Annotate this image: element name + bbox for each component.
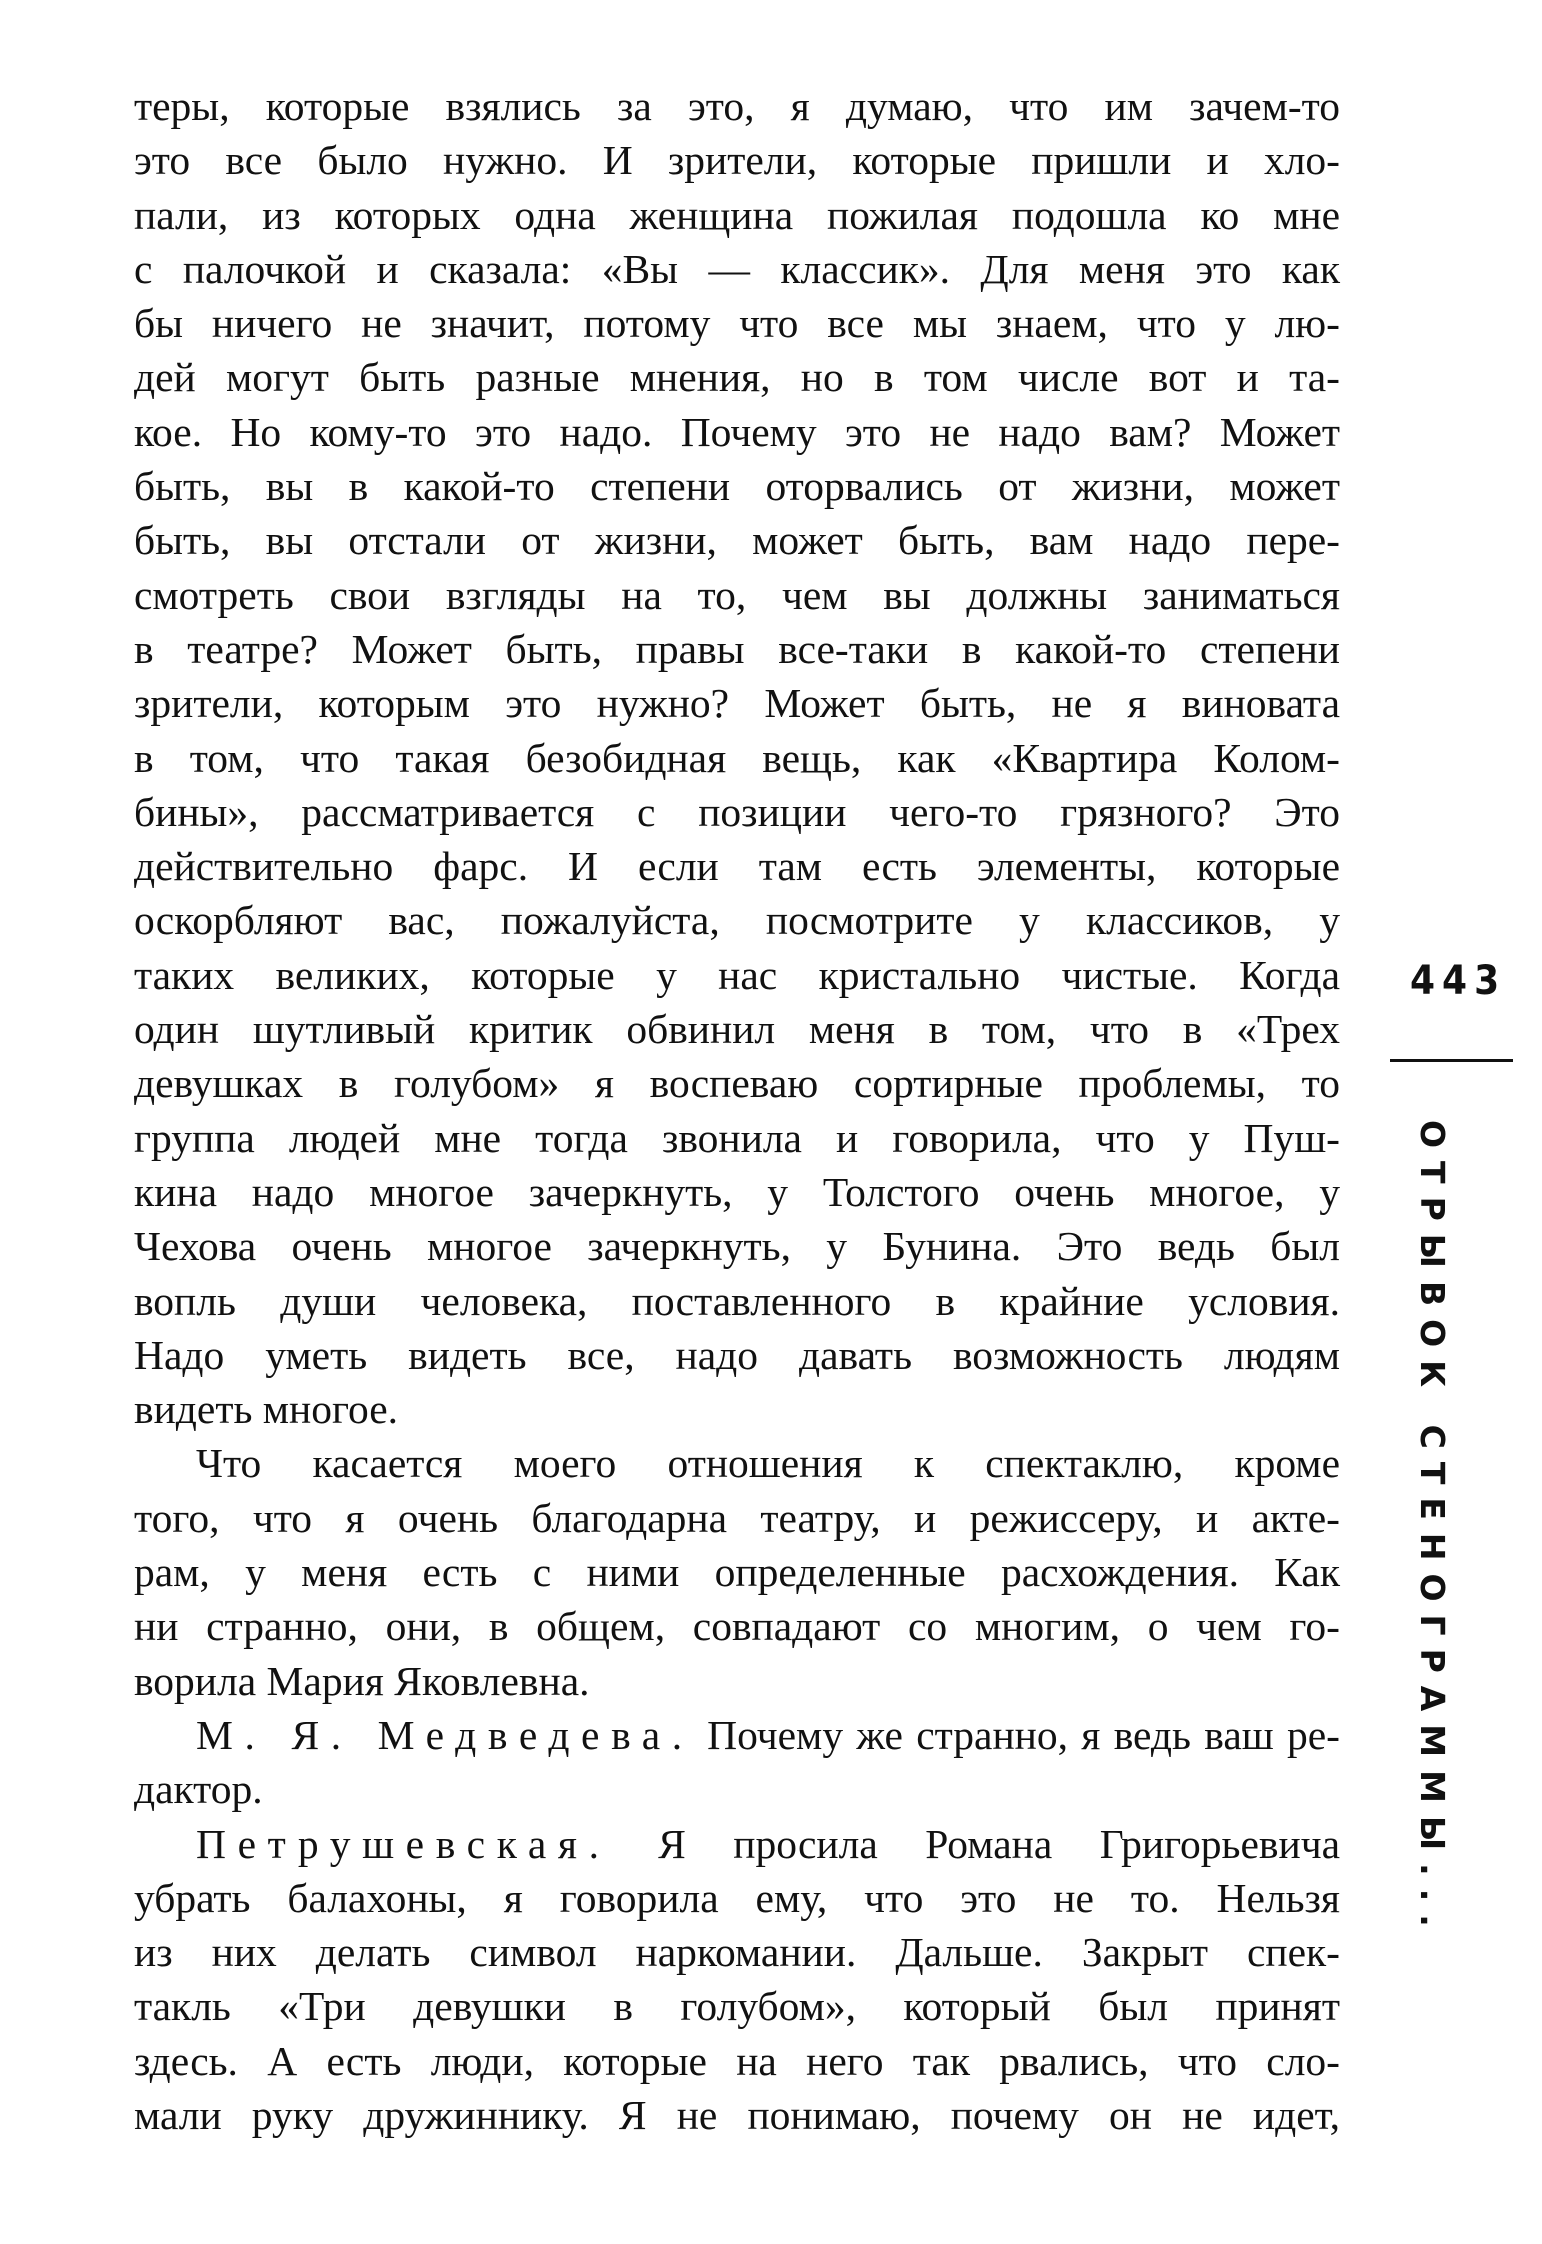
speaker-name: Петрушевская.: [196, 1820, 611, 1867]
text-line: смотреть свои взгляды на то, чем вы должны заниматься: [134, 571, 1340, 618]
text-line: в том, что такая безобидная вещь, как «Квартира Колом-: [134, 734, 1340, 781]
paragraph-continued: [134, 79, 1340, 1436]
text-line: таких великих, которые у нас кристально чистые. Когда: [134, 951, 1340, 998]
page-number: 443: [1410, 958, 1507, 1004]
text-line: быть, вы отстали от жизни, может быть, вам надо пере-: [134, 517, 1340, 564]
text-line: группа людей мне тогда звонила и говорила, что у Пуш-: [134, 1114, 1340, 1161]
text-line: Надо уметь видеть все, надо давать возможность людям: [134, 1331, 1340, 1378]
text-line: дей могут быть разные мнения, но в том числе вот и та-: [134, 354, 1340, 401]
text-line: из них делать символ наркомании. Дальше. Закрыт спек-: [134, 1929, 1340, 1976]
text-line: кое. Но кому-то это надо. Почему это не надо вам? Может: [134, 408, 1340, 455]
text-line: ворила Мария Яковлевна.: [134, 1657, 590, 1704]
text-line: [134, 1708, 1340, 1762]
speaker-name: М. Я. Медведева.: [196, 1711, 694, 1758]
text-line: девушках в голубом» я воспеваю сортирные проблемы, то: [134, 1060, 1340, 1107]
text-line: дактор.: [134, 1766, 263, 1813]
text-line: пали, из которых одна женщина пожилая подошла ко мне: [134, 191, 1340, 238]
text-line: Что касается моего отношения к спектаклю, кроме: [196, 1440, 1340, 1487]
text-line: видеть многое.: [134, 1386, 399, 1433]
text-line: рам, у меня есть с ними определенные расхождения. Как: [134, 1549, 1340, 1596]
text-line: один шутливый критик обвинил меня в том, что в «Трех: [134, 1006, 1340, 1053]
text-line: в театре? Может быть, правы все-таки в какой-то степени: [134, 625, 1340, 672]
text-line: теры, которые взялись за это, я думаю, что им зачем-то: [134, 83, 1340, 129]
text-line: ни странно, они, в общем, совпадают со многим, о чем го-: [134, 1603, 1340, 1650]
text-line: с палочкой и сказала: «Вы — классик». Для меня это как: [134, 245, 1340, 292]
text-line: такль «Три девушки в голубом», который был принят: [134, 1983, 1340, 2030]
text-line: быть, вы в какой-то степени оторвались от жизни, может: [134, 463, 1340, 510]
text-line: бы ничего не значит, потому что все мы знаем, что у лю-: [134, 300, 1340, 347]
text-line: убрать балахоны, я говорила ему, что это не то. Нельзя: [134, 1874, 1340, 1921]
text-line: здесь. А есть люди, которые на него так рвались, что сло-: [134, 2037, 1340, 2084]
text-line: того, что я очень благодарна театру, и режиссеру, и акте-: [134, 1494, 1340, 1541]
running-title: ОТРЫВОК СТЕНОГРАММЫ...: [1413, 1120, 1452, 1940]
text-line: Чехова очень многое зачеркнуть, у Бунина. Это ведь был: [134, 1223, 1340, 1270]
text-line: вопль души человека, поставленного в крайние условия.: [134, 1277, 1340, 1324]
text-line: оскорбляют вас, пожалуйста, посмотрите у классиков, у: [134, 897, 1340, 944]
text-line: действительно фарс. И если там есть элементы, которые: [134, 843, 1340, 890]
text-line: зрители, которым это нужно? Может быть, не я виновата: [134, 680, 1340, 727]
text-line: кина надо многое зачеркнуть, у Толстого очень многое, у: [134, 1168, 1340, 1215]
main-text: [134, 79, 1340, 2142]
text-line: мали руку дружиннику. Я не понимаю, почему он не идет,: [134, 2091, 1340, 2138]
text-line: бины», рассматривается с позиции чего-то грязного? Это: [134, 788, 1340, 835]
speech-text: Почему же странно, я ведь ваш ре-: [707, 1711, 1340, 1758]
margin-divider: [1390, 1059, 1513, 1062]
dialogue-entry: [134, 1817, 1340, 2143]
dialogue-entry: [134, 1708, 1340, 1817]
text-line: это все было нужно. И зрители, которые пришли и хло-: [134, 137, 1340, 184]
text-line: [134, 1817, 1340, 1871]
speech-text: Я просила Романа Григорьевича: [658, 1820, 1341, 1867]
paragraph: [134, 1436, 1340, 1707]
